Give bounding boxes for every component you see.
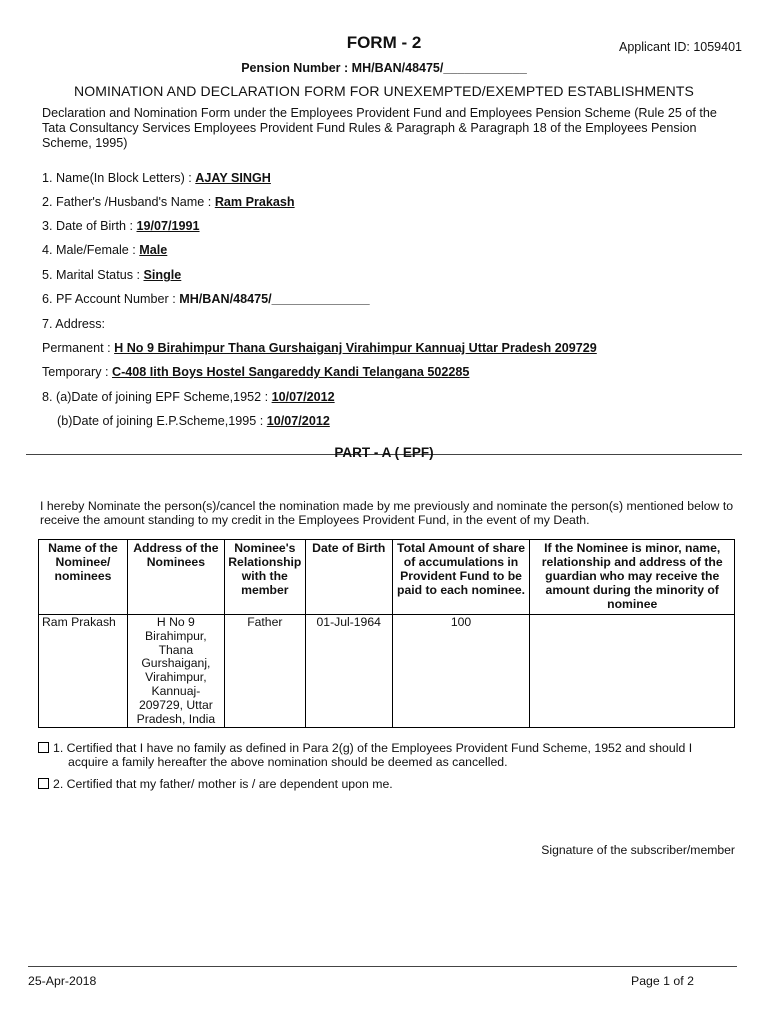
father-label: 2. Father's /Husband's Name : xyxy=(42,195,215,209)
field-epf-joining xyxy=(42,390,335,404)
gender-label: 4. Male/Female : xyxy=(42,243,140,257)
epf-join-value: 10/07/2012 xyxy=(271,390,335,404)
temporary-value: C-408 Iith Boys Hostel Sangareddy Kandi Telangana 502285 xyxy=(112,365,470,379)
field-pf-account xyxy=(42,292,370,306)
form-title: FORM - 2 xyxy=(346,33,422,52)
table-row xyxy=(39,615,735,728)
col-nominee-address: Address of the Nominees xyxy=(127,540,224,615)
nominee-dob-cell: 01-Jul-1964 xyxy=(305,615,392,728)
eps-join-value: 10/07/2012 xyxy=(266,414,330,428)
field-dob xyxy=(42,219,200,233)
nominee-table xyxy=(38,539,735,728)
footer-date: 25-Apr-2018 xyxy=(28,974,97,988)
pf-label: 6. PF Account Number : xyxy=(42,292,180,306)
signature-label: Signature of the subscriber/member xyxy=(541,843,735,857)
field-eps-joining xyxy=(57,414,330,428)
nomination-statement: I hereby Nominate the person(s)/cancel the nomination made by me previously and nominate the person(s) mentioned below to receive the amount standing to my credit in the Employees Provident Fund, in the event of my Death. xyxy=(40,499,734,527)
form-heading: NOMINATION AND DECLARATION FORM FOR UNEXEMPTED/EXEMPTED ESTABLISHMENTS xyxy=(74,83,694,99)
nominee-relationship-cell: Father xyxy=(224,615,305,728)
field-permanent-address xyxy=(42,341,597,355)
col-nominee-name: Name of the Nominee/ nominees xyxy=(39,540,128,615)
father-value: Ram Prakash xyxy=(214,195,295,209)
part-a-title: PART - A ( EPF) xyxy=(334,445,434,460)
field-father xyxy=(42,195,295,209)
permanent-value: H No 9 Birahimpur Thana Gurshaiganj Virahimpur Kannuaj Uttar Pradesh 209729 xyxy=(114,341,597,355)
pension-value: MH/BAN/48475/____________ xyxy=(351,61,527,75)
col-date-of-birth: Date of Birth xyxy=(305,540,392,615)
certification-2 xyxy=(38,777,738,791)
nominee-name-cell: Ram Prakash xyxy=(39,615,128,728)
pension-label: Pension Number : xyxy=(241,61,352,75)
marital-value: Single xyxy=(143,268,182,282)
col-relationship: Nominee's Relationship with the member xyxy=(224,540,305,615)
cert-2-text: 2. Certified that my father/ mother is / are dependent upon me. xyxy=(53,777,393,791)
col-guardian: If the Nominee is minor, name, relationship and address of the guardian who may receive the amount during the minority of nominee xyxy=(530,540,735,615)
cert-2-checkbox[interactable] xyxy=(38,778,49,789)
cert-1-line-2: acquire a family hereafter the above nomination should be deemed as cancelled. xyxy=(68,755,508,769)
field-gender xyxy=(42,243,167,257)
table-header-row xyxy=(39,540,735,615)
applicant-id: Applicant ID: 1059401 xyxy=(618,40,742,54)
field-marital xyxy=(42,268,181,282)
cert-1-line-1: 1. Certified that I have no family as defined in Para 2(g) of the Employees Provident Fund Scheme, 1952 and should I xyxy=(53,741,693,755)
gender-value: Male xyxy=(139,243,168,257)
nominee-address-cell: H No 9 Birahimpur, Thana Gurshaiganj, Virahimpur, Kannuaj-209729, Uttar Pradesh, India xyxy=(127,615,224,728)
pension-number xyxy=(0,61,768,75)
certification-1 xyxy=(38,741,738,769)
name-label: 1. Name(In Block Letters) : xyxy=(42,171,196,185)
nominee-guardian-cell xyxy=(530,615,735,728)
field-name xyxy=(42,171,271,185)
field-address: 7. Address: xyxy=(42,317,106,331)
epf-join-label: 8. (a)Date of joining EPF Scheme,1952 : xyxy=(42,390,272,404)
permanent-label: Permanent : xyxy=(42,341,115,355)
name-value: AJAY SINGH xyxy=(195,171,271,185)
marital-label: 5. Marital Status : xyxy=(42,268,144,282)
col-share-amount: Total Amount of share of accumulations in Provident Fund to be paid to each nominee. xyxy=(392,540,530,615)
pf-value: MH/BAN/48475/______________ xyxy=(179,292,370,306)
eps-join-label: (b)Date of joining E.P.Scheme,1995 : xyxy=(57,414,267,428)
cert-1-checkbox[interactable] xyxy=(38,742,49,753)
temporary-label: Temporary : xyxy=(42,365,112,379)
dob-value: 19/07/1991 xyxy=(136,219,200,233)
intro-text: Declaration and Nomination Form under the Employees Provident Fund and Employees Pension Scheme (Rule 25 of the Tata Consultancy Services Employees Provident Fund Rules & Paragraph & Paragraph 18 of the Employees Pension Scheme, 1995) xyxy=(42,106,717,150)
dob-label: 3. Date of Birth : xyxy=(42,219,137,233)
footer-divider xyxy=(28,966,737,967)
page-number: Page 1 of 2 xyxy=(631,974,694,988)
nominee-share-cell: 100 xyxy=(392,615,530,728)
field-temporary-address xyxy=(42,365,469,379)
